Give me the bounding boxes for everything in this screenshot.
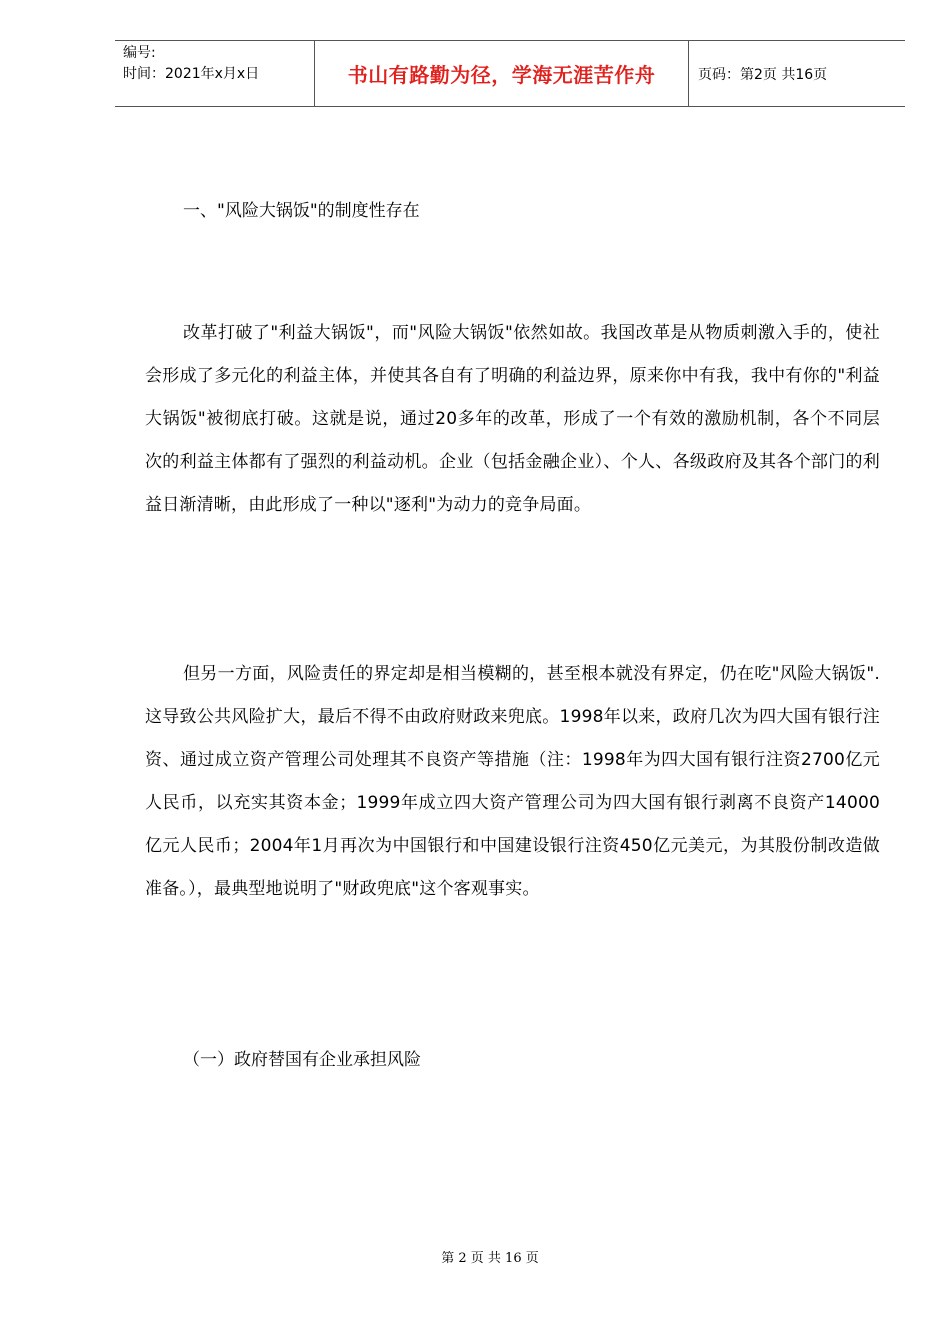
body-paragraph-2: 但另一方面，风险责任的界定却是相当模糊的，甚至根本就没有界定，仍在吃"风险大锅饭".这导致公共风险扩大，最后不得不由政府财政来兜底。1998年以来，政府几次为四大国有银行注资、通过成立资产管理公司处理其不良资产等措施（注：1998年为四大国有银行注资2700亿元人民币，以充实其资本金；1999年成立四大资产管理公司为四大国有银行剥离不良资产14000亿元人民币；2004年1月再次为中国银行和中国建设银行注资450亿元美元，为其股份制改造做准备。），最典型地说明了"财政兜底"这个客观事实。 xyxy=(145,664,880,899)
subsection-heading: （一）政府替国有企业承担风险 xyxy=(183,1050,421,1070)
header-motto: 书山有路勤为径，学海无涯苦作舟 xyxy=(315,41,689,106)
body-paragraph-1: 改革打破了"利益大锅饭"，而"风险大锅饭"依然如故。我国改革是从物质刺激入手的，使社会形成了多元化的利益主体，并使其各自有了明确的利益边界，原来你中有我，我中有你的"利益大锅饭"被彻底打破。这就是说，通过20多年的改革，形成了一个有效的激励机制，各个不同层次的利益主体都有了强烈的利益动机。企业（包括金融企业）、个人、各级政府及其各个部门的利益日渐清晰，由此形成了一种以"逐利"为动力的竞争局面。 xyxy=(145,323,880,515)
page-header xyxy=(115,40,905,107)
header-meta-cell xyxy=(115,41,315,106)
page-footer: 第 2 页 共 16 页 xyxy=(441,1251,539,1266)
header-page-info: 页码：第2页 共16页 xyxy=(698,66,828,83)
serial-number-label: 编号: xyxy=(123,45,156,61)
date-label: 时间：2021年x月x日 xyxy=(123,66,260,82)
section-heading: 一、"风险大锅饭"的制度性存在 xyxy=(183,201,420,221)
